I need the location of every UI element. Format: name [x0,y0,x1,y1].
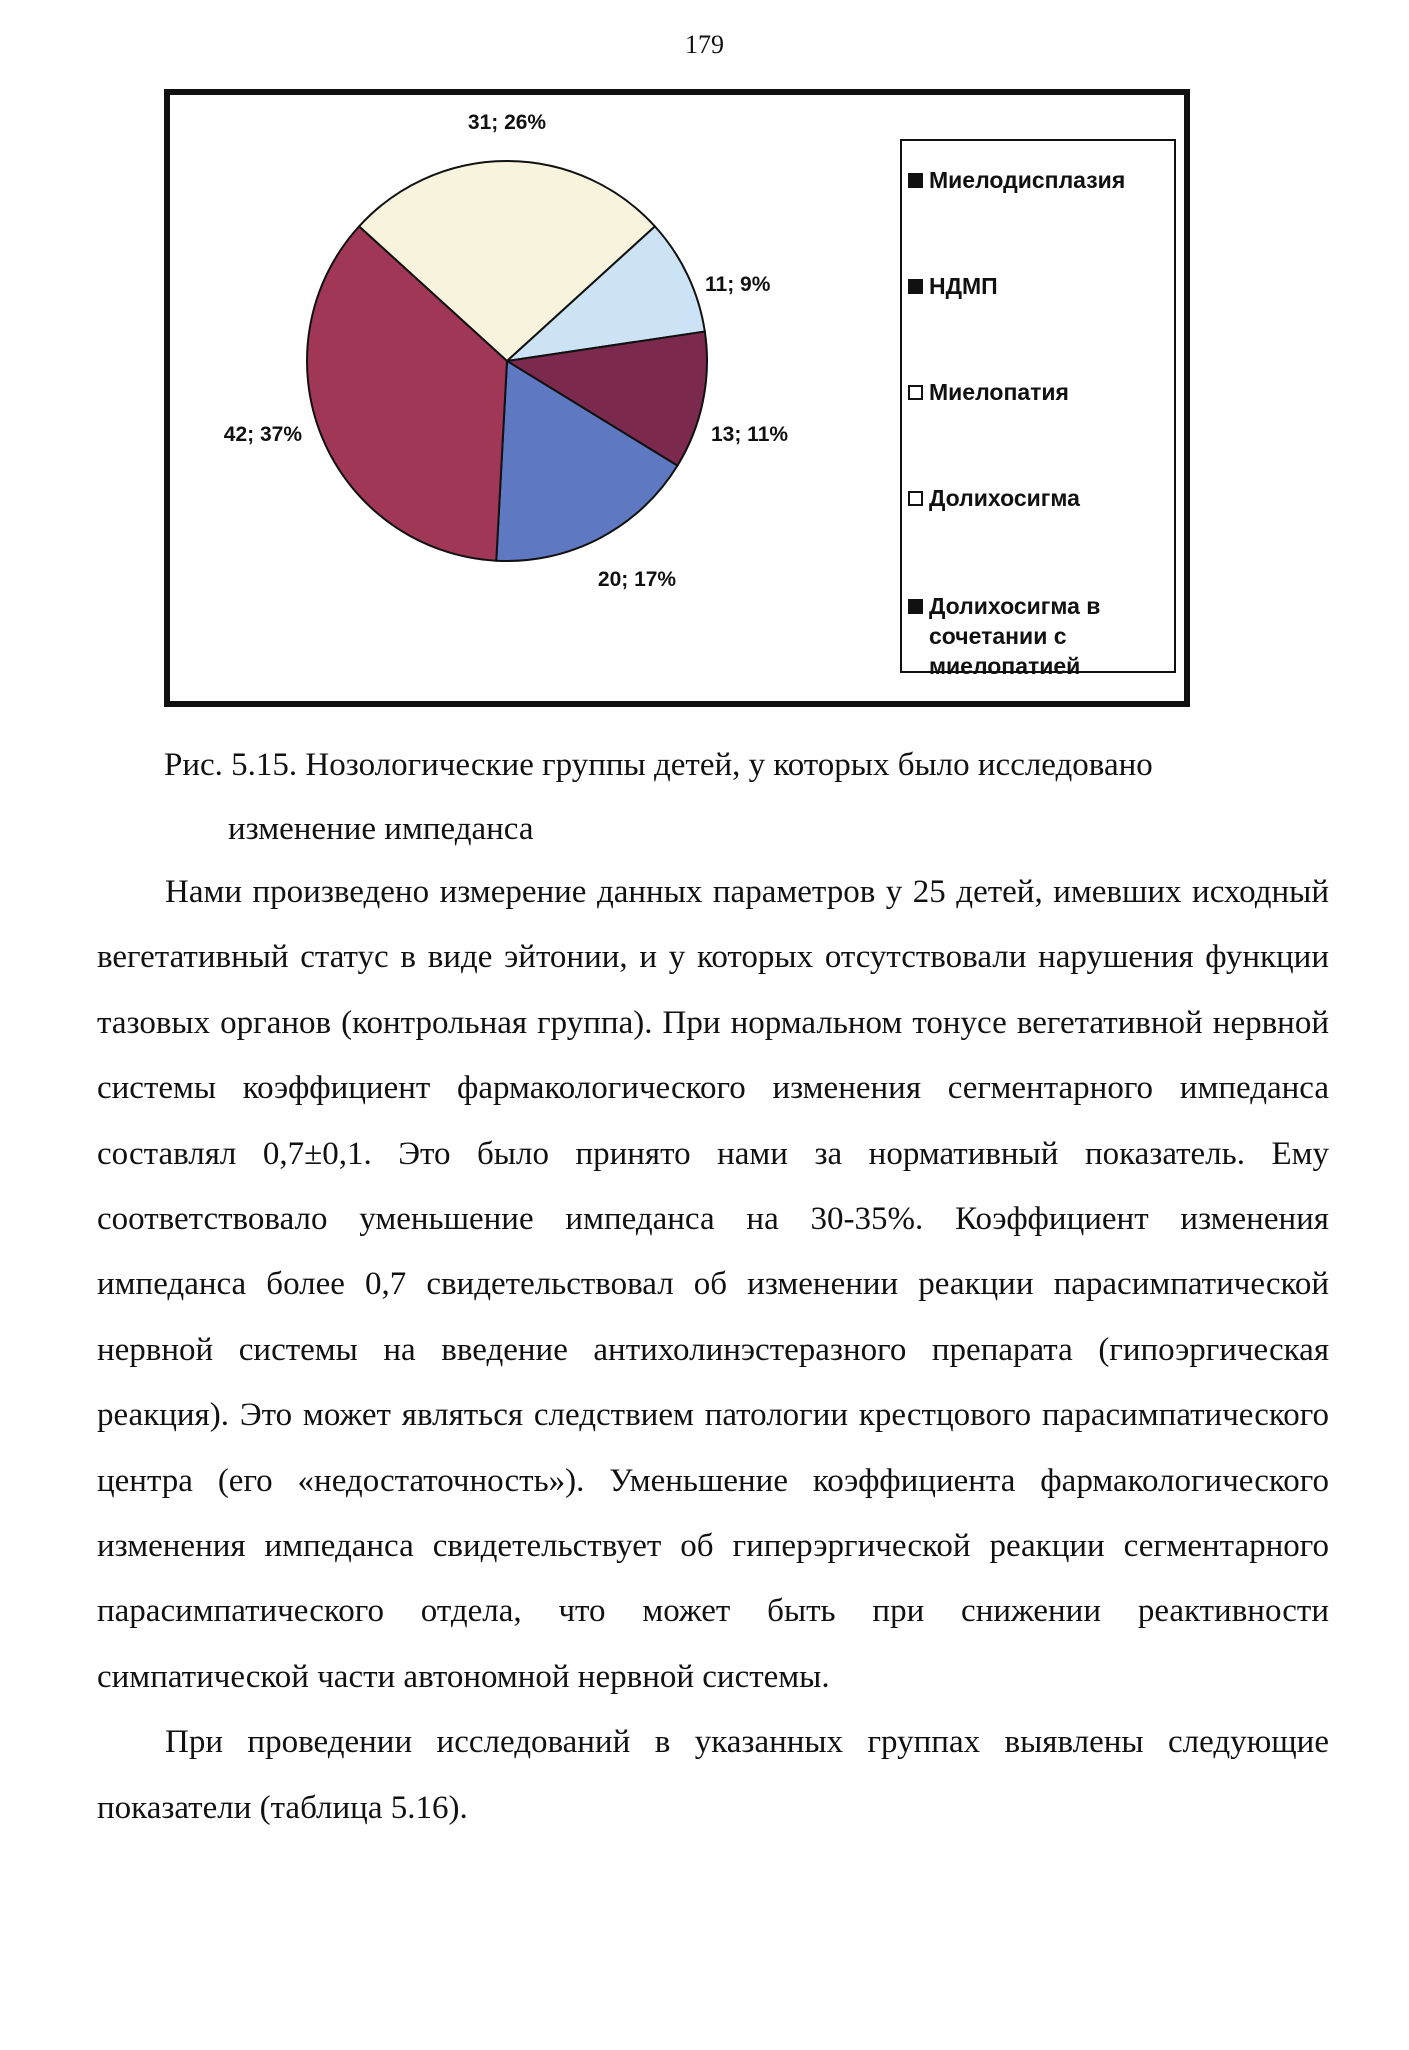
caption-line-1: Рис. 5.15. Нозологические группы детей, у которых было исследовано [164,747,1153,783]
legend-item-3 [908,377,1170,407]
legend-marker-4 [908,491,923,506]
legend-item-2 [908,271,1170,301]
legend-label-5: Долихосигма в сочетании с миелопатией [929,593,1101,679]
chart-legend [900,139,1176,679]
legend-item-5 [908,591,1170,681]
page-number: 179 [685,30,724,59]
legend-marker-1 [908,173,923,188]
pie-slice-label-5: 42; 37% [223,423,302,446]
legend-label-1: Миелодисплазия [929,167,1126,193]
legend-item-1 [908,165,1170,195]
pie-slice-label-3: 13; 11% [711,423,789,446]
paragraph-2: При проведении исследований в указанных группах выявлены следующие показатели (таблица 5.16). [97,1724,1329,1826]
pie-slice-label-2: 11; 9% [705,273,771,296]
legend-marker-5 [908,599,923,614]
legend-label-3: Миелопатия [929,379,1069,405]
legend-item-4 [908,483,1170,513]
pie-chart-frame [164,89,1190,707]
figure-caption [164,733,1324,861]
legend-marker-3 [908,385,923,400]
pie-slice-label-4: 20; 17% [597,568,677,591]
paragraph-1: Нами произведено измерение данных параметров у 25 детей, имевших исходный вегетативный статус в виде эйтонии, и у которых отсутствовали нарушения функции тазовых органов (контрольная группа). При нормальном тонусе вегетативной нервной системы коэффициент фармакологического изменения сегментарного импеданса составлял 0,7±0,1. Это было принято нами за нормативный показатель. Ему соответствовало уменьшение импеданса на 30-35%. Коэффициент изменения импеданса более 0,7 свидетельствовал об изменении реакции парасимпатической нервной системы на введение антихолинэстеразного препарата (гипоэргическая реакция). Это может являться следствием патологии крестцового парасимпатического центра (его «недостаточность»). Уменьшение коэффициента фармакологического изменения импеданса свидетельствует об гиперэргической реакции сегментарного парасимпатического отдела, что может быть при снижении реактивности симпатической части автономной нервной системы. [97,874,1329,1695]
legend-label-2: НДМП [929,273,998,299]
body-text [97,860,1329,1841]
caption-line-2: изменение импеданса [228,811,534,847]
pie-chart [170,95,890,701]
pie-slice-label-1: 31; 26% [467,111,547,134]
legend-marker-2 [908,279,923,294]
legend-label-4: Долихосигма [929,485,1080,511]
